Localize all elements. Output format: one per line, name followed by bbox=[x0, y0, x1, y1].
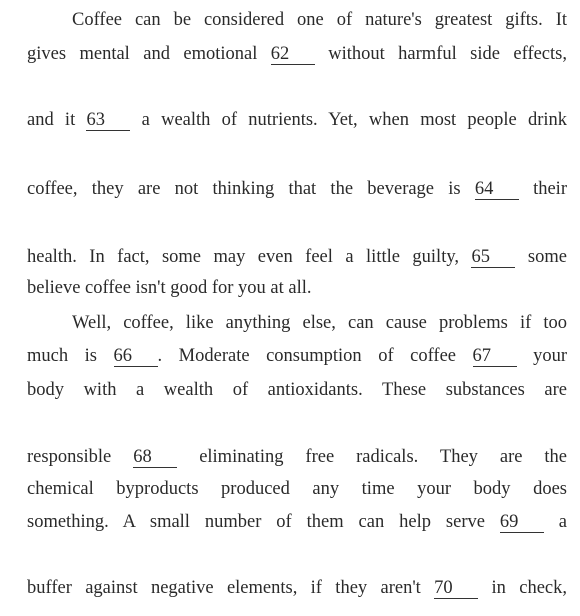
passage-text: without harmful side effects, bbox=[314, 44, 567, 64]
passage-text: buffer against negative elements, if they aren't bbox=[27, 578, 435, 598]
passage-line bbox=[27, 510, 567, 534]
answer-blank-68[interactable]: 68 bbox=[133, 447, 177, 468]
passage-text: health. In fact, some may even feel a little guilty, bbox=[27, 247, 472, 267]
passage-line bbox=[27, 108, 567, 132]
answer-blank-63[interactable]: 63 bbox=[86, 110, 130, 131]
passage-text: gives mental and emotional bbox=[27, 44, 271, 64]
passage-line bbox=[72, 8, 567, 32]
answer-blank-65[interactable]: 65 bbox=[471, 247, 515, 268]
passage-text: believe coffee isn't good for you at all. bbox=[27, 278, 312, 298]
passage-line bbox=[27, 445, 567, 469]
passage-text: coffee, they are not thinking that the beverage is bbox=[27, 179, 475, 199]
answer-blank-69[interactable]: 69 bbox=[500, 512, 544, 533]
passage-line bbox=[27, 576, 567, 600]
passage-line bbox=[27, 378, 567, 402]
passage-text: chemical byproducts produced any time your body does bbox=[27, 479, 567, 499]
answer-blank-70[interactable]: 70 bbox=[434, 578, 478, 599]
passage-text: a wealth of nutrients. Yet, when most people drink bbox=[130, 110, 567, 130]
passage-text: body with a wealth of antioxidants. These substances are bbox=[27, 380, 567, 400]
passage-line bbox=[27, 245, 567, 269]
passage-line bbox=[27, 344, 567, 368]
passage-text: their bbox=[518, 179, 567, 199]
passage-line bbox=[27, 477, 567, 501]
passage-text: your bbox=[516, 346, 567, 366]
passage-text: Coffee can be considered one of nature's greatest gifts. It bbox=[72, 10, 567, 30]
passage-text: something. A small number of them can help serve bbox=[27, 512, 500, 532]
passage-line bbox=[27, 177, 567, 201]
passage-line bbox=[27, 42, 567, 66]
answer-blank-67[interactable]: 67 bbox=[473, 346, 517, 367]
passage-line bbox=[72, 311, 567, 335]
passage-text: . Moderate consumption of coffee bbox=[157, 346, 473, 366]
passage-text: Well, coffee, like anything else, can cause problems if too bbox=[72, 313, 567, 333]
passage-line bbox=[27, 276, 567, 300]
passage-text: some bbox=[515, 247, 567, 267]
passage-text: responsible bbox=[27, 447, 134, 467]
answer-blank-62[interactable]: 62 bbox=[271, 44, 315, 65]
passage-text: a bbox=[543, 512, 567, 532]
answer-blank-66[interactable]: 66 bbox=[114, 346, 158, 367]
passage-text: and it bbox=[27, 110, 87, 130]
passage-text: much is bbox=[27, 346, 114, 366]
passage-text: eliminating free radicals. They are the bbox=[177, 447, 568, 467]
answer-blank-64[interactable]: 64 bbox=[475, 179, 519, 200]
passage-text: in check, bbox=[478, 578, 567, 598]
